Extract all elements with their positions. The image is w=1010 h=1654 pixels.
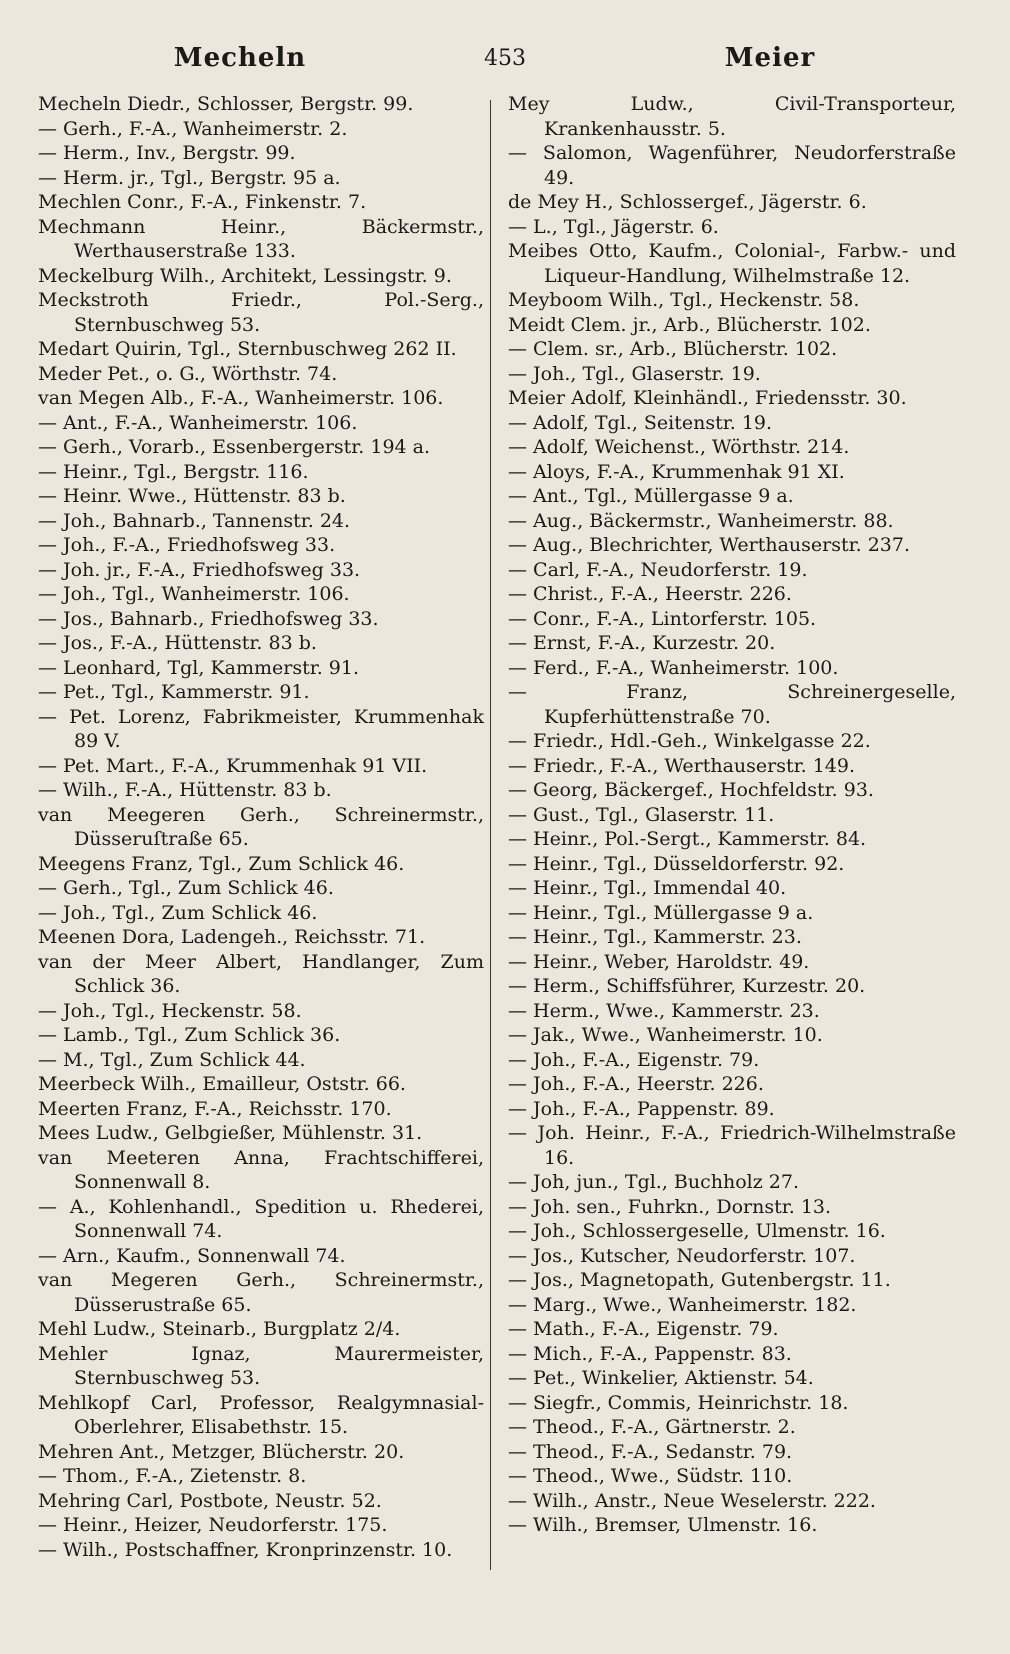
directory-entry: — Joh., F.-A., Eigenstr. 79. [508, 1048, 760, 1071]
directory-entry: — Aloys, F.-A., Krummenhak 91 XI. [508, 460, 845, 483]
directory-entry: — Heinr., Weber, Haroldstr. 49. [508, 950, 810, 973]
directory-entry: — Marg., Wwe., Wanheimerstr. 182. [508, 1293, 857, 1316]
directory-entry: Mehler Ignaz, Maurermeister, Sternbuschweg 53. [38, 1342, 484, 1389]
directory-entry: Meibes Otto, Kaufm., Colonial-, Farbw.- und Liqueur-Handlung, Wilhelmstraße 12. [508, 240, 956, 287]
directory-entry: Meyboom Wilh., Tgl., Heckenstr. 58. [508, 289, 860, 311]
directory-entry: — Jak., Wwe., Wanheimerstr. 10. [508, 1024, 823, 1046]
directory-entry: — Siegfr., Commis, Heinrichstr. 18. [508, 1391, 849, 1414]
directory-entry: Mechlen Conr., F.-A., Finkenstr. 7. [38, 191, 367, 213]
directory-entry: — Math., F.-A., Eigenstr. 79. [508, 1318, 779, 1340]
directory-entry: Mehren Ant., Metzger, Blücherstr. 20. [38, 1440, 405, 1463]
directory-entry: — Heinr., Tgl., Immendal 40. [508, 877, 787, 899]
directory-entry: Meegens Franz, Tgl., Zum Schlick 46. [38, 852, 405, 875]
directory-entry: Mecheln Diedr., Schlosser, Bergstr. 99. [38, 93, 414, 115]
directory-entry: — M., Tgl., Zum Schlick 44. [38, 1048, 306, 1071]
directory-entry: — Jos., Bahnarb., Friedhofsweg 33. [38, 607, 379, 630]
directory-entry: — Joh. Heinr., F.-A., Friedrich-Wilhelmstraße 16. [508, 1122, 956, 1169]
directory-entry: — Joh., F.-A., Pappenstr. 89. [508, 1097, 775, 1120]
directory-entry: van Meegeren Gerh., Schreinermstr., Düsseruſtraße 65. [38, 803, 484, 850]
directory-entry: — Pet., Winkelier, Aktienstr. 54. [508, 1367, 814, 1389]
header-right-keyword: Meier [724, 43, 816, 73]
directory-entry: — Wilh., F.-A., Hüttenstr. 83 b. [38, 779, 332, 801]
directory-entry: — Joh., Tgl., Glaserstr. 19. [508, 362, 761, 385]
directory-entry: — Joh., Tgl., Zum Schlick 46. [38, 901, 318, 924]
directory-entry: — Wilh., Bremser, Ulmenstr. 16. [508, 1514, 818, 1536]
directory-entry: — Joh., Tgl., Heckenstr. 58. [38, 999, 302, 1022]
directory-entry: — Aug., Blechrichter, Werthauserstr. 237. [508, 534, 911, 556]
directory-entry: Mey Ludw., Civil-Transporteur, Krankenhausstr. 5. [508, 93, 956, 140]
directory-entry: — Christ., F.-A., Heerstr. 226. [508, 583, 792, 605]
directory-entry: Meerbeck Wilh., Emailleur, Oststr. 66. [38, 1073, 406, 1095]
directory-entry: Meier Adolf, Kleinhändl., Friedensstr. 30. [508, 387, 907, 409]
directory-entry: de Mey H., Schlossergef., Jägerstr. 6. [508, 191, 867, 213]
directory-entry: Mehring Carl, Postbote, Neustr. 52. [38, 1489, 382, 1512]
directory-entry: — Heinr., Tgl., Bergstr. 116. [38, 460, 309, 483]
directory-entry: — Heinr., Heizer, Neudorferstr. 175. [38, 1514, 388, 1536]
directory-entry: — Franz, Schreinergeselle, Kupferhüttenstraße 70. [508, 681, 956, 728]
directory-entry: — Gerh., F.-A., Wanheimerstr. 2. [38, 117, 348, 140]
directory-entry: — Joh., F.-A., Friedhofsweg 33. [38, 534, 336, 556]
right-column [508, 92, 956, 1642]
directory-entry: — Conr., F.-A., Lintorferstr. 105. [508, 607, 817, 630]
directory-entry: — Salomon, Wagenführer, Neudorferstraße 49. [508, 142, 956, 189]
directory-entry: — Joh., Tgl., Wanheimerstr. 106. [38, 583, 350, 605]
directory-entry: Meckelburg Wilh., Architekt, Lessingstr. 9. [38, 264, 452, 287]
directory-entry: — Jos., Kutscher, Neudorferstr. 107. [508, 1244, 856, 1267]
directory-entry: — Pet. Lorenz, Fabrikmeister, Krummenhak 89 V. [38, 705, 484, 752]
directory-entry: Meenen Dora, Ladengeh., Reichsstr. 71. [38, 926, 426, 948]
page-number: 453 [484, 45, 526, 71]
directory-entry: — A., Kohlenhandl., Spedition u. Rhederei, Sonnenwall 74. [38, 1195, 484, 1242]
directory-entry: — Adolf, Weichenst., Wörthstr. 214. [508, 436, 850, 458]
directory-entry: — Gerh., Vorarb., Essenbergerstr. 194 a. [38, 436, 431, 458]
directory-entry: — Joh. sen., Fuhrkn., Dornstr. 13. [508, 1195, 832, 1218]
directory-entry: Meder Pet., o. G., Wörthstr. 74. [38, 362, 338, 385]
directory-entry: — Heinr. Wwe., Hüttenstr. 83 b. [38, 485, 346, 507]
directory-entry: — Friedr., Hdl.-Geh., Winkelgasse 22. [508, 730, 871, 752]
directory-entry: Meckstroth Friedr., Pol.-Serg., Sternbuschweg 53. [38, 289, 484, 336]
directory-entry: Mehlkopf Carl, Professor, Realgymnasial-Oberlehrer, Elisabethstr. 15. [38, 1391, 484, 1438]
directory-entry: — Herm. jr., Tgl., Bergstr. 95 a. [38, 166, 341, 189]
directory-entry: — Lamb., Tgl., Zum Schlick 36. [38, 1024, 341, 1046]
directory-entry: van Megeren Gerh., Schreinermstr., Düsserustraße 65. [38, 1269, 484, 1316]
header-left-keyword: Mecheln [173, 43, 307, 73]
directory-entry: — Leonhard, Tgl, Kammerstr. 91. [38, 656, 360, 679]
directory-entry: — Pet., Tgl., Kammerstr. 91. [38, 681, 310, 703]
directory-entry: Mees Ludw., Gelbgießer, Mühlenstr. 31. [38, 1122, 423, 1144]
directory-entry: Mechmann Heinr., Bäckermstr., Werthauserstraße 133. [38, 215, 484, 262]
directory-entry: van der Meer Albert, Handlanger, Zum Schlick 36. [38, 950, 484, 997]
directory-entry: Medart Quirin, Tgl., Sternbuschweg 262 II. [38, 338, 457, 360]
directory-entry: — Gust., Tgl., Glaserstr. 11. [508, 803, 775, 826]
directory-entry: — Theod., Wwe., Südstr. 110. [508, 1465, 793, 1487]
directory-entry: — Ernst, F.-A., Kurzestr. 20. [508, 632, 776, 654]
directory-entry: — Jos., Magnetopath, Gutenbergstr. 11. [508, 1269, 891, 1291]
directory-entry: — Joh, jun., Tgl., Buchholz 27. [508, 1171, 800, 1193]
directory-entry: — L., Tgl., Jägerstr. 6. [508, 215, 719, 238]
directory-entry: — Heinr., Tgl., Müllergasse 9 a. [508, 901, 814, 924]
directory-entry: — Carl, F.-A., Neudorferstr. 19. [508, 558, 808, 581]
directory-entry: — Joh., Schlossergeselle, Ulmenstr. 16. [508, 1220, 886, 1242]
directory-entry: — Wilh., Anstr., Neue Weselerstr. 222. [508, 1489, 876, 1512]
directory-entry: — Ant., Tgl., Müllergasse 9 a. [508, 485, 794, 507]
directory-entry: — Heinr., Pol.-Sergt., Kammerstr. 84. [508, 828, 867, 850]
directory-entry: — Georg, Bäckergef., Hochfeldstr. 93. [508, 779, 874, 801]
directory-entry: — Herm., Inv., Bergstr. 99. [38, 142, 296, 164]
directory-entry: — Heinr., Tgl., Düsseldorferstr. 92. [508, 852, 845, 875]
directory-entry: — Adolf, Tgl., Seitenstr. 19. [508, 411, 773, 434]
directory-entry: — Wilh., Postschaffner, Kronprinzenstr. 10. [38, 1538, 453, 1561]
directory-entry: — Ant., F.-A., Wanheimerstr. 106. [38, 411, 358, 434]
column-divider [490, 100, 491, 1570]
directory-entry: Mehl Ludw., Steinarb., Burgplatz 2/4. [38, 1318, 401, 1340]
directory-entry: — Arn., Kaufm., Sonnenwall 74. [38, 1244, 346, 1267]
directory-entry: Meidt Clem. jr., Arb., Blücherstr. 102. [508, 313, 871, 336]
directory-entry: — Theod., F.-A., Sedanstr. 79. [508, 1440, 793, 1463]
directory-entry: — Herm., Wwe., Kammerstr. 23. [508, 999, 820, 1022]
directory-entry: — Thom., F.-A., Zietenstr. 8. [38, 1465, 307, 1487]
directory-entry: — Aug., Bäckermstr., Wanheimerstr. 88. [508, 509, 894, 532]
directory-entry: — Friedr., F.-A., Werthauserstr. 149. [508, 754, 856, 777]
page-header [40, 38, 970, 78]
directory-entry: van Megen Alb., F.-A., Wanheimerstr. 106. [38, 387, 444, 409]
directory-entry: — Herm., Schiffsführer, Kurzestr. 20. [508, 975, 866, 997]
directory-entry: — Heinr., Tgl., Kammerstr. 23. [508, 926, 802, 948]
directory-entry: — Joh., F.-A., Heerstr. 226. [508, 1073, 764, 1095]
directory-entry: — Jos., F.-A., Hüttenstr. 83 b. [38, 632, 317, 654]
directory-entry: — Ferd., F.-A., Wanheimerstr. 100. [508, 656, 839, 679]
directory-entry: — Clem. sr., Arb., Blücherstr. 102. [508, 338, 838, 360]
directory-entry: — Gerh., Tgl., Zum Schlick 46. [38, 877, 334, 899]
left-column [38, 92, 484, 1642]
directory-entry: Meerten Franz, F.-A., Reichsstr. 170. [38, 1097, 392, 1120]
directory-entry: — Joh. jr., F.-A., Friedhofsweg 33. [38, 558, 361, 581]
directory-entry: van Meeteren Anna, Frachtschifferei, Sonnenwall 8. [38, 1146, 484, 1193]
directory-entry: — Mich., F.-A., Pappenstr. 83. [508, 1342, 792, 1365]
directory-entry: — Joh., Bahnarb., Tannenstr. 24. [38, 509, 351, 532]
directory-entry: — Theod., F.-A., Gärtnerstr. 2. [508, 1416, 796, 1438]
directory-entry: — Pet. Mart., F.-A., Krummenhak 91 VII. [38, 754, 428, 777]
